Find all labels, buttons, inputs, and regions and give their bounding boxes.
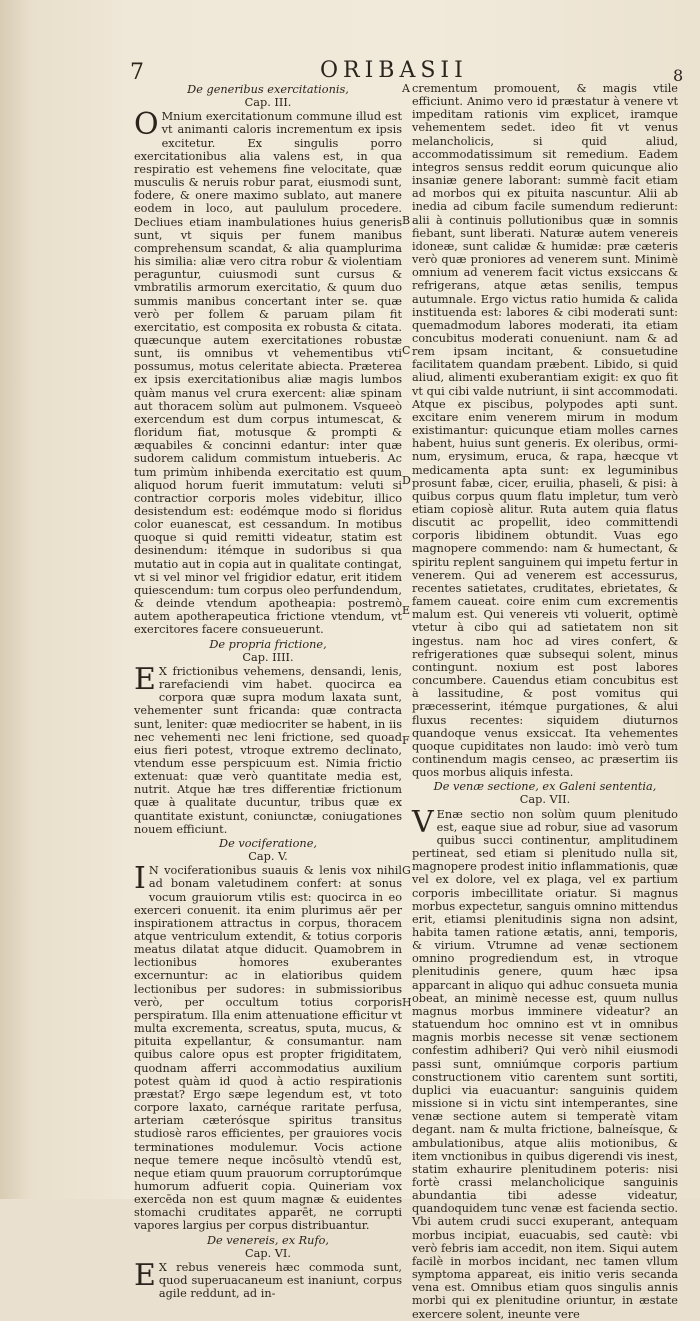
section-text: Enæ sectio non solùm quum plenitudo est, eaque siue ad robur, siue ad vasorum quibus succi continentur, amplitudinem pertineat, sed etiam si plenitudo nulla sit, magnopere prodest initio inflammationis, quæ vel ex dolore, vel ex plaga, vel ex partium corporis imbecillitate oriatur. Si magnus morbus expectetur, sanguis omnino mittendus erit, etiamsi plenitudinis signa non adsint, habita tamen ratione ætatis, anni, temporis, & virium. Vtrumne ad venæ sectionem omnino progrediendum est, in vtroque plenitudinis genere, quum hæc ipsa apparcant in aliquo qui adhuc consueta munia obeat, an minimè necesse est, quum nullus magnus morbus imminere videatur? an statuendum hoc omnino est vt in omnibus magnis morbis necesse sit venæ sectionem confestim adhiberi? Qui verò nihil eiusmodi passi sunt, omniúmque corporis partium constructionem vitio carentem sunt sortiti, duplici via euacuantur: sanguinis quidem missione si in victu sint intemperantes, sine venæ sectione autem si temperatè vitam degant. nam & multa frictione, balneísque, & ambulationibus, atque aliis motionibus, & item vnctionibus in quibus digerendi vis inest, statim exhaurire plenitudinem poteris: nisi fortè crassi melancholicique sanguinis abundantia tibi adesse videatur, quandoquidem tunc venæ est facienda sectio. Vbi autem crudi succi exuperant, antequam morbus incipiat, euacuabis, sed cautè: vbi verò febris iam accedit, non item. Siqui autem facilè in morbos incidant, nec tamen vllum symptoma appareat, eis initio veris secanda vena est. Omnibus etiam quos singulis annis morbi qui ex plenitudine oriuntur, in æstate exercere solent, ineunte vere (412, 807, 678, 1321)
running-header (0, 56, 700, 84)
margin-letter-b: B (402, 214, 411, 227)
section-heading: De generibus exercitationis, (187, 83, 349, 96)
margin-letter-a: A (402, 82, 410, 95)
chapter-label: Cap. IIII. (242, 650, 294, 664)
margin-letter-h: H (402, 996, 412, 1009)
margin-letter-c: C (402, 344, 411, 357)
page-gutter-shadow (0, 0, 30, 1199)
margin-letter-d: D (402, 474, 411, 487)
section-heading: De venæ sectione, ex Galeni sententia, (433, 780, 657, 794)
section-heading: De vociferatione, (219, 836, 317, 850)
section-text: N vociferationibus suauis & lenis vox nihil ad bonam valetudinem confert: at sonus vocum grauiorum vtilis est: quocirca in eo exerceri conuenit. ita enim plurimus aër per inspirationem attractus in corpus, thoracem atque ventriculum extendit, & totius corporis meatus dilatat atque diducit. Quamobrem in lectionibus homores exuberantes excernuntur: ac in elatioribus quidem lectionibus per sudores: in submissioribus verò, per occultum totius corporis perspiratum. Illa enim attenuatione efficitur vt multa excrementa, screatus, sputa, mucus, & pituita expellantur, & consumantur. nam quibus calore opus est propter frigiditatem, quodnam afferri accommodatius auxilium potest quàm id quod à actio respirationis præstat? Ergo sæpe legendum est, vt toto corpore laxato, carnéque raritate perfusa, arteriam cæterósque spiritus transitus studiosè raros efficientes, per grauiores vocis terminationes modulemur. Vocis actione neque temere neque incōsultò vtendū est, neque etiam quum prauorum corruptorúmque humorum adfuerit copia. Quineriam vox exercēda non est quum magnæ & euidentes stomachi cruditates apparēt, ne corrupti vapores largius per corpus distribuantur. (134, 864, 402, 1233)
drop-capital: O (134, 107, 159, 143)
section-body (134, 107, 402, 637)
drop-capital: E (134, 661, 156, 697)
chapter-label: Cap. V. (248, 850, 288, 864)
section-heading: De propria frictione, (209, 637, 327, 651)
page-number-right: 8 (673, 66, 684, 85)
drop-capital: I (134, 861, 146, 897)
margin-letter-f: F (402, 734, 410, 747)
section-text: crementum promouent, & magis vtile efficiunt. Animo vero id præstatur à venere vt impeditam rationis vim explicet, iramque vehementem sedet. ideo fit vt venus melancholicis, si quid aliud, accommodatissimum sit remedium. Eadem integros sensus reddit eorum quicunque alio insaniæ genere laborant: summè facit etiam ad morbos qui ex pituita nascuntur. Alii ab inedia ad cibum facile sumendum redierunt: alii à continuis pollutionibus quæ in somnis fiebant, sunt liberati. Naturæ autem venereis idoneæ, sunt calidæ & humidæ: præ cæteris verò quæ proniores ad venerem sunt. Minimè omnium ad venerem facit victus exsiccans & refrigerans, atque ætas senilis, tempus autumnale. Ergo victus ratio humida & calida instituenda est: labores & cibi moderati sunt: quemadmodum labores moderati, ita etiam concubitus moderati conueniunt. nam & ad rem ipsam incitant, & consuetudine facilitatem quandam præbent. Libido, si quid aliud, alimenti exuberantiam exigit: ex quo fit vt qui cibi valde nutriunt, ii sint accommodati. Atque ex piscibus, polypodes apti sunt. excitare enim venerem mirum in modum existimantur: quicunque etiam molles carnes habent, huius sunt generis. Ex oleribus, orminum, erysimum, eruca, & rapa, hæcque vt medicamenta apta sunt: ex leguminibus prosunt fabæ, cicer, eruilia, phaseli, & pisi: à quibus corpus quum flatu impletur, tum verò etiam copiosè alitur. Ruta autem quia flatus discutit ac propellit, ideo committendi corporis libidinem obtundit. Vuas ego magnopere commendo: nam & humectant, & spiritu replent sanguinem qui impetu fertur in venerem. Qui ad venerem est accessurus, recentes satietates, cruditates, ebrietates, & famem caueat. coire enim cum excrementis malum est. Qui venereis vti voluerit, optimè vtetur à cibo qui ad satietatem non sit ingestus. nam hoc ad vires confert, & refrigerationes quæ subsequi solent, minus contingunt. noxium est post labores concumbere. Cauendus etiam concubitus est à lassitudine, & post vomitus qui præcesserint, itémque purgationes, & alui fluxus recentes: siquidem diuturnos quandoque venus exsiccat. Ita vehementes quoque cupiditates non laudo: imò verò tum continendum magis censeo, ac præsertim iis quos morbus aliquis infesta. (412, 82, 678, 780)
section-body (412, 804, 678, 1321)
margin-letter-e: E (402, 604, 411, 617)
section-body (134, 861, 402, 1233)
chapter-label: Cap. VI. (244, 1246, 291, 1260)
margin-letter-g: G (402, 864, 411, 877)
section-text: X rebus venereis hæc commoda sunt, quod superuacaneum est inaniunt, corpus agile reddunt, ad in- (158, 1260, 402, 1301)
right-column (412, 82, 678, 1321)
chapter-label: Cap. VII. (519, 793, 571, 807)
section-body (134, 1257, 402, 1301)
section-body (134, 661, 402, 836)
page-number-left: 7 (130, 60, 144, 85)
section-heading: De venereis, ex Rufo, (206, 1233, 330, 1247)
chapter-label: Cap. III. (244, 96, 292, 110)
section-text: Mnium exercitationum commune illud est vt animanti caloris incrementum ex ipsis excitetur. Ex singulis porro exercitationibus alia valens est, in qua respiratio est vehemens fine velocitate, quæ musculis & neruis robur parat, eiusmodi sunt, fodere, & onere maximo sublato, aut manere eodem in loco, aut paululum procedere. Decliues etiam inambulationes huius generis sunt, vt siquis per funem manibus comprehensum scandat, & alia quamplurima his similia: aliæ vero citra robur & violentiam peraguntur, cuiusmodi sunt cursus & vmbratilis armorum exercitatio, & quum duo summis manibus concertant inter se. quæ verò per follem & paruam pilam fit exercitatio, est composita ex robusta & citata. quæcunque autem exercitationes robustæ sunt, iis omnibus vt vehementibus vti possumus, motus celeritate abiecta. Præterea ex ipsis exercitationibus aliæ magis lumbos quàm manus vel crura exercent: aliæ spinam aut thoracem solùm aut pulmonem. Vsqueeò exercendum est dum corpus intumescat, & floridum fiat, motusque & prompti & æquabiles & concinni edantur: inter quæ sudorem calidum commistum intueberis. Ac tum primùm inhibenda exercitatio est quum aliquod horum fuerit immutatum: veluti si contractior corporis moles videbitur, illico desistendum est: eodémque modo si floridus color euanescat, est cessandum. In motibus quoque si quid remitti videatur, statim est desinendum: itémque in sudoribus si qua mutatio aut in copia aut in qualitate contingat, vt si vel minor vel frigidior edatur, erit itidem quiescendum: tum corpus oleo perfundendum, & deinde vtendum apotheapia: postremò autem apotherapeutica frictione vtendum, vt exercitores facere consueuerunt. (134, 110, 402, 637)
drop-capital: V (412, 804, 434, 840)
section-text: X frictionibus vehemens, densandi, lenis, rarefaciendi vim habet. quocirca ea corpora quæ supra modum laxata sunt, vehementer sunt fricanda: quæ contracta sunt, leniter: quæ mediocriter se habent, in iis nec vehementi nec leni frictione, sed quoad eius fieri potest, vtroque extremo declinato, vtendum esse perspicuum est. Nimia frictio extenuat: quæ verò quantitate media est, nutrit. Atque hæ tres differentiæ frictionum quæ à qualitate ducuntur, tribus quæ ex quantitate existunt, coniunctæ, coniugationes nouem efficiunt. (134, 664, 402, 836)
left-column (134, 82, 402, 1301)
running-title: ORIBASII (320, 58, 468, 83)
drop-capital: E (134, 1257, 156, 1293)
